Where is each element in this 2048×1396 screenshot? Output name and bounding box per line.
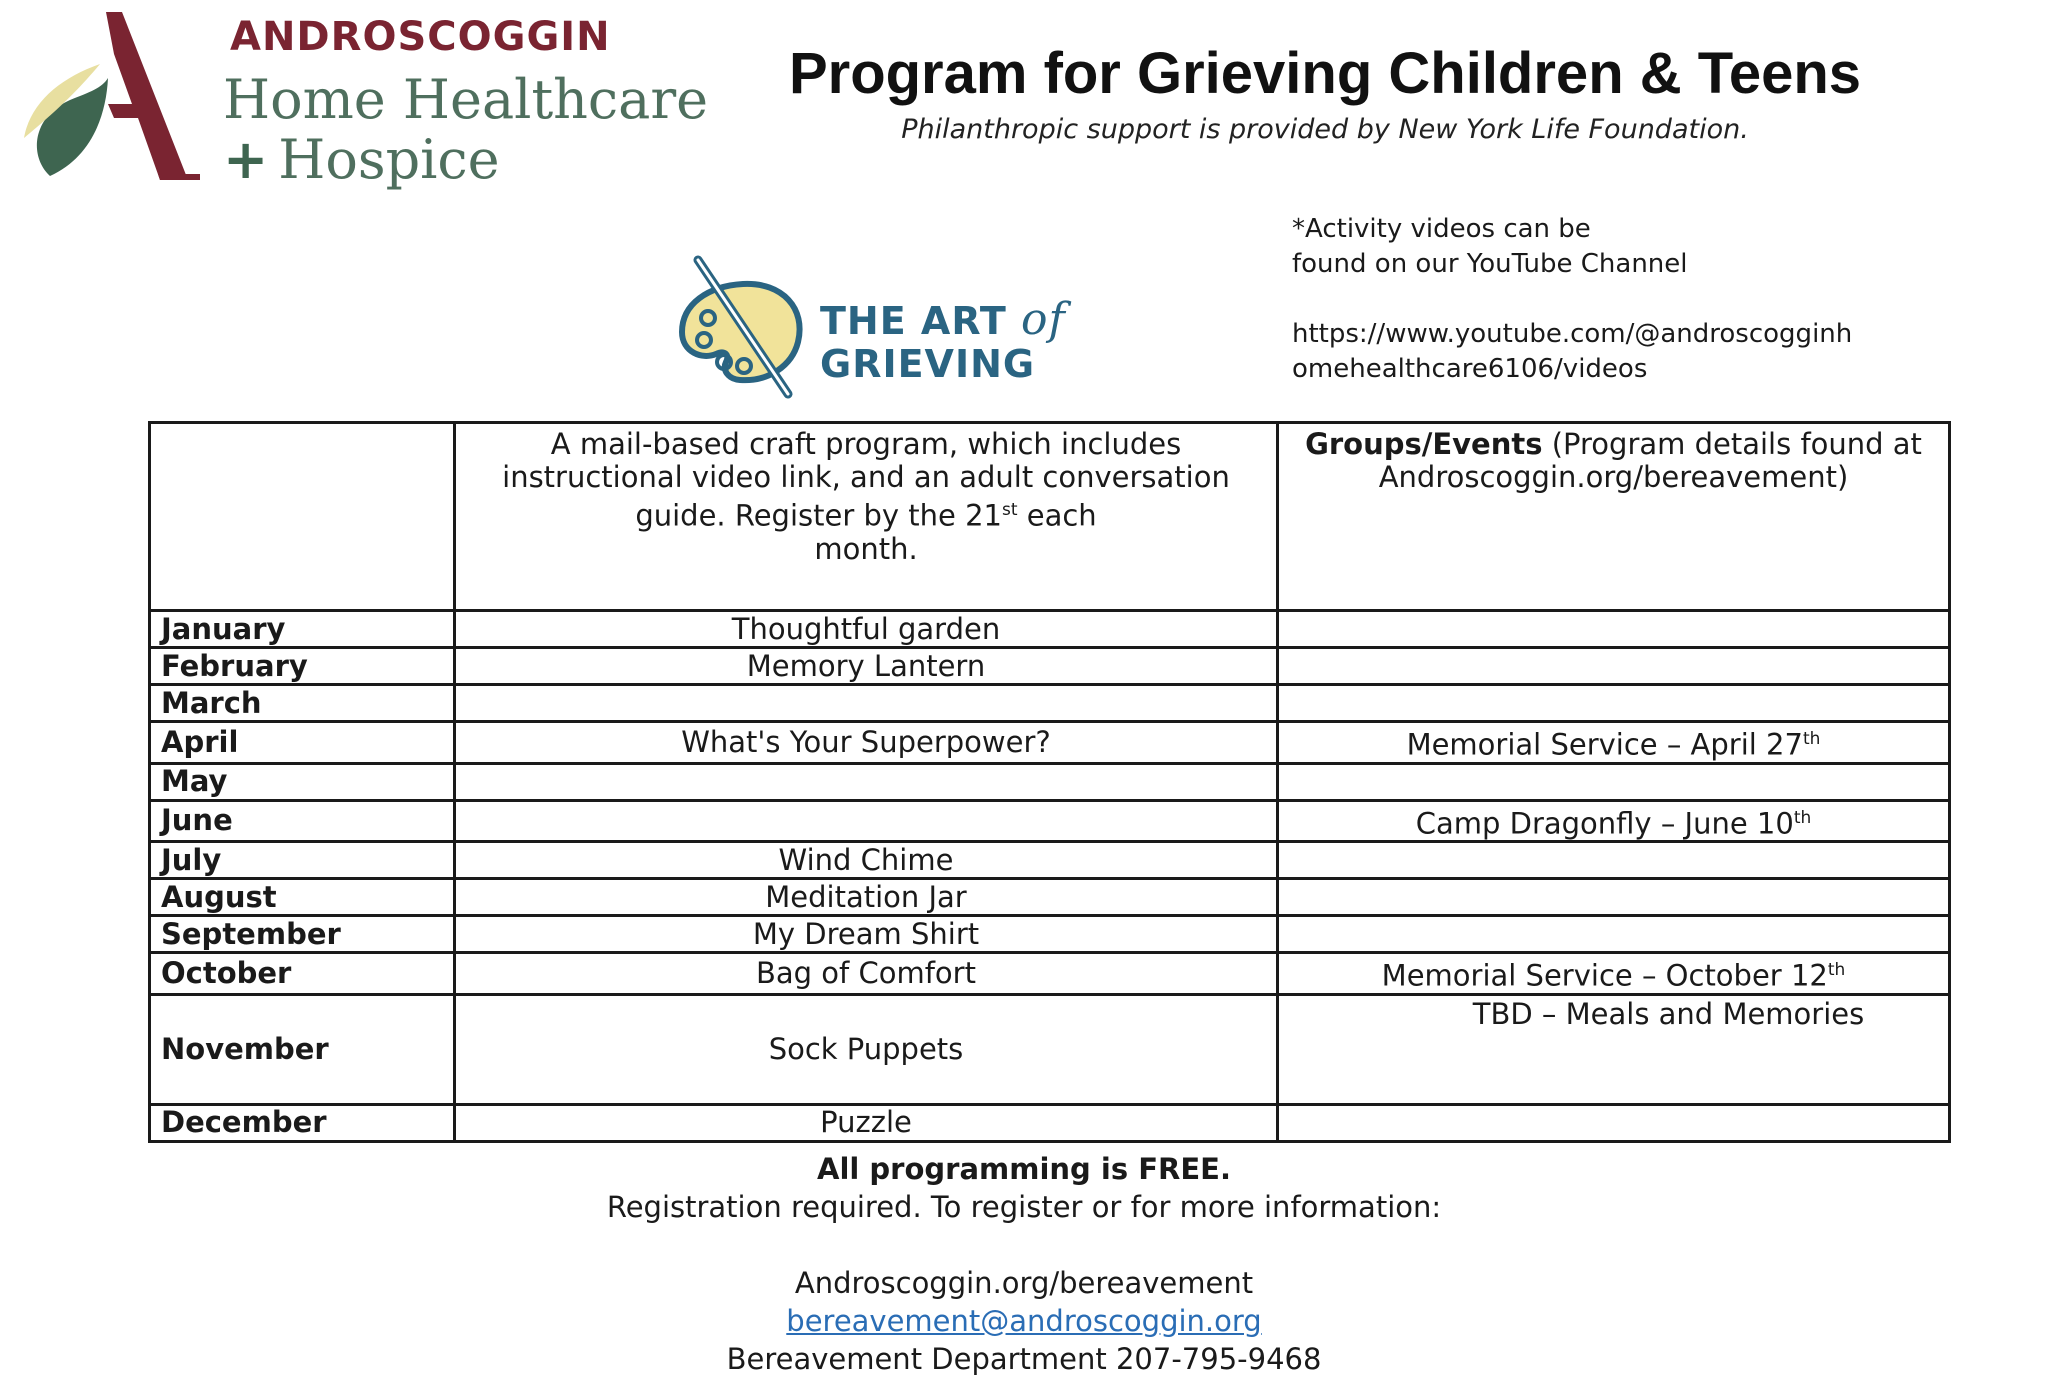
craft-header-sup: st [1001,500,1018,520]
video-note-line-1: *Activity videos can be [1292,214,1591,244]
art-logo-line-1 [820,294,1066,345]
craft-header-line-3a: guide. Register by the 21 [635,498,1002,533]
craft-cell: Wind Chime [455,842,1278,879]
craft-header-line-3b: each [1017,498,1097,533]
craft-cell [455,763,1278,800]
event-sup: th [1793,807,1812,828]
event-cell [1278,879,1950,916]
craft-cell: Bag of Comfort [455,953,1278,995]
androscoggin-logo-mark-icon [10,8,220,188]
art-logo-of: of [1021,294,1066,345]
event-text: TBD – Meals and Memories [1472,996,1865,1031]
footer-website[interactable]: Androscoggin.org/bereavement [794,1266,1254,1300]
craft-cell: Meditation Jar [455,879,1278,916]
art-logo-line-2: GRIEVING [820,342,1036,386]
header-craft-cell [455,423,1278,611]
craft-header-line-1: A mail-based craft program, which includes [550,427,1182,461]
footer-email-link[interactable]: bereavement@androscoggin.org [786,1304,1262,1338]
art-of-grieving-logo [668,254,1088,404]
logo-hospice-text: Hospice [278,128,500,191]
logo-line-hospice [223,128,500,191]
table-row [150,994,1950,1104]
table-row [150,763,1950,800]
table-row [150,879,1950,916]
event-cell [1278,648,1950,685]
craft-cell: Sock Puppets [455,994,1278,1104]
event-text: Camp Dragonfly – June 10 [1415,806,1794,841]
craft-cell: Puzzle [455,1104,1278,1141]
event-cell [1278,916,1950,953]
palette-icon [668,254,818,404]
header-event-cell [1278,423,1950,611]
page-title: Program for Grieving Children & Teens [788,41,1862,106]
event-header-line-2: Androscoggin.org/bereavement) [1378,460,1849,494]
month-cell: December [150,1104,455,1141]
table-header-row [150,423,1950,611]
craft-cell [455,800,1278,842]
video-url-line-1: https://www.youtube.com/@androscogginh [1292,319,1853,349]
event-header-bold: Groups/Events [1305,427,1543,461]
footer-free-notice: All programming is FREE. [817,1152,1231,1186]
event-sup: th [1802,729,1821,749]
craft-header-line-4: month. [814,531,918,566]
table-row [150,648,1950,685]
event-cell [1278,763,1950,800]
page-subtitle: Philanthropic support is provided by New York Life Foundation. [901,114,1749,145]
month-cell: August [150,879,455,916]
month-cell: October [150,953,455,995]
craft-cell: What's Your Superpower? [455,722,1278,764]
video-note-line-2: found on our YouTube Channel [1292,249,1688,279]
event-cell [1278,842,1950,879]
event-cell [1278,722,1950,764]
month-cell: May [150,763,455,800]
table-row [150,916,1950,953]
footer [0,1150,2048,1378]
event-cell [1278,611,1950,648]
logo-line-home-healthcare: Home Healthcare [223,68,709,131]
table-row [150,800,1950,842]
month-cell: January [150,611,455,648]
craft-cell: Thoughtful garden [455,611,1278,648]
craft-header-line-2: instructional video link, and an adult conversation [502,460,1230,494]
craft-cell: Memory Lantern [455,648,1278,685]
table-row [150,685,1950,722]
event-cell [1278,1104,1950,1141]
footer-registration: Registration required. To register or for more information: [606,1190,1442,1224]
header-month-cell [150,423,455,611]
event-cell [1278,994,1950,1104]
craft-cell: My Dream Shirt [455,916,1278,953]
logo-brand-name: ANDROSCOGGIN [230,14,611,60]
month-cell: April [150,722,455,764]
event-text: Memorial Service – April 27 [1406,727,1803,762]
event-text: Memorial Service – October 12 [1381,958,1828,993]
video-url-line-2: omehealthcare6106/videos [1292,354,1648,384]
table-row [150,611,1950,648]
month-cell: June [150,800,455,842]
month-cell: July [150,842,455,879]
craft-cell [455,685,1278,722]
video-note [1292,212,2012,387]
month-cell: September [150,916,455,953]
androscoggin-logo [10,8,709,191]
event-sup: th [1827,960,1846,981]
month-cell: March [150,685,455,722]
craft-header-line-3 [466,494,1266,533]
art-logo-the-art: THE ART [820,299,1007,343]
month-cell: February [150,648,455,685]
table-row [150,953,1950,995]
event-header-rest: (Program details found at [1542,427,1922,461]
event-cell [1278,800,1950,842]
event-cell [1278,953,1950,995]
logo-plus: + [223,128,269,191]
event-header-line-1 [1289,428,1938,461]
schedule-table [148,421,1951,1143]
month-cell: November [150,994,455,1104]
table-row [150,842,1950,879]
table-row [150,1104,1950,1141]
event-cell [1278,685,1950,722]
table-row [150,722,1950,764]
footer-phone: Bereavement Department 207-795-9468 [726,1342,1322,1376]
